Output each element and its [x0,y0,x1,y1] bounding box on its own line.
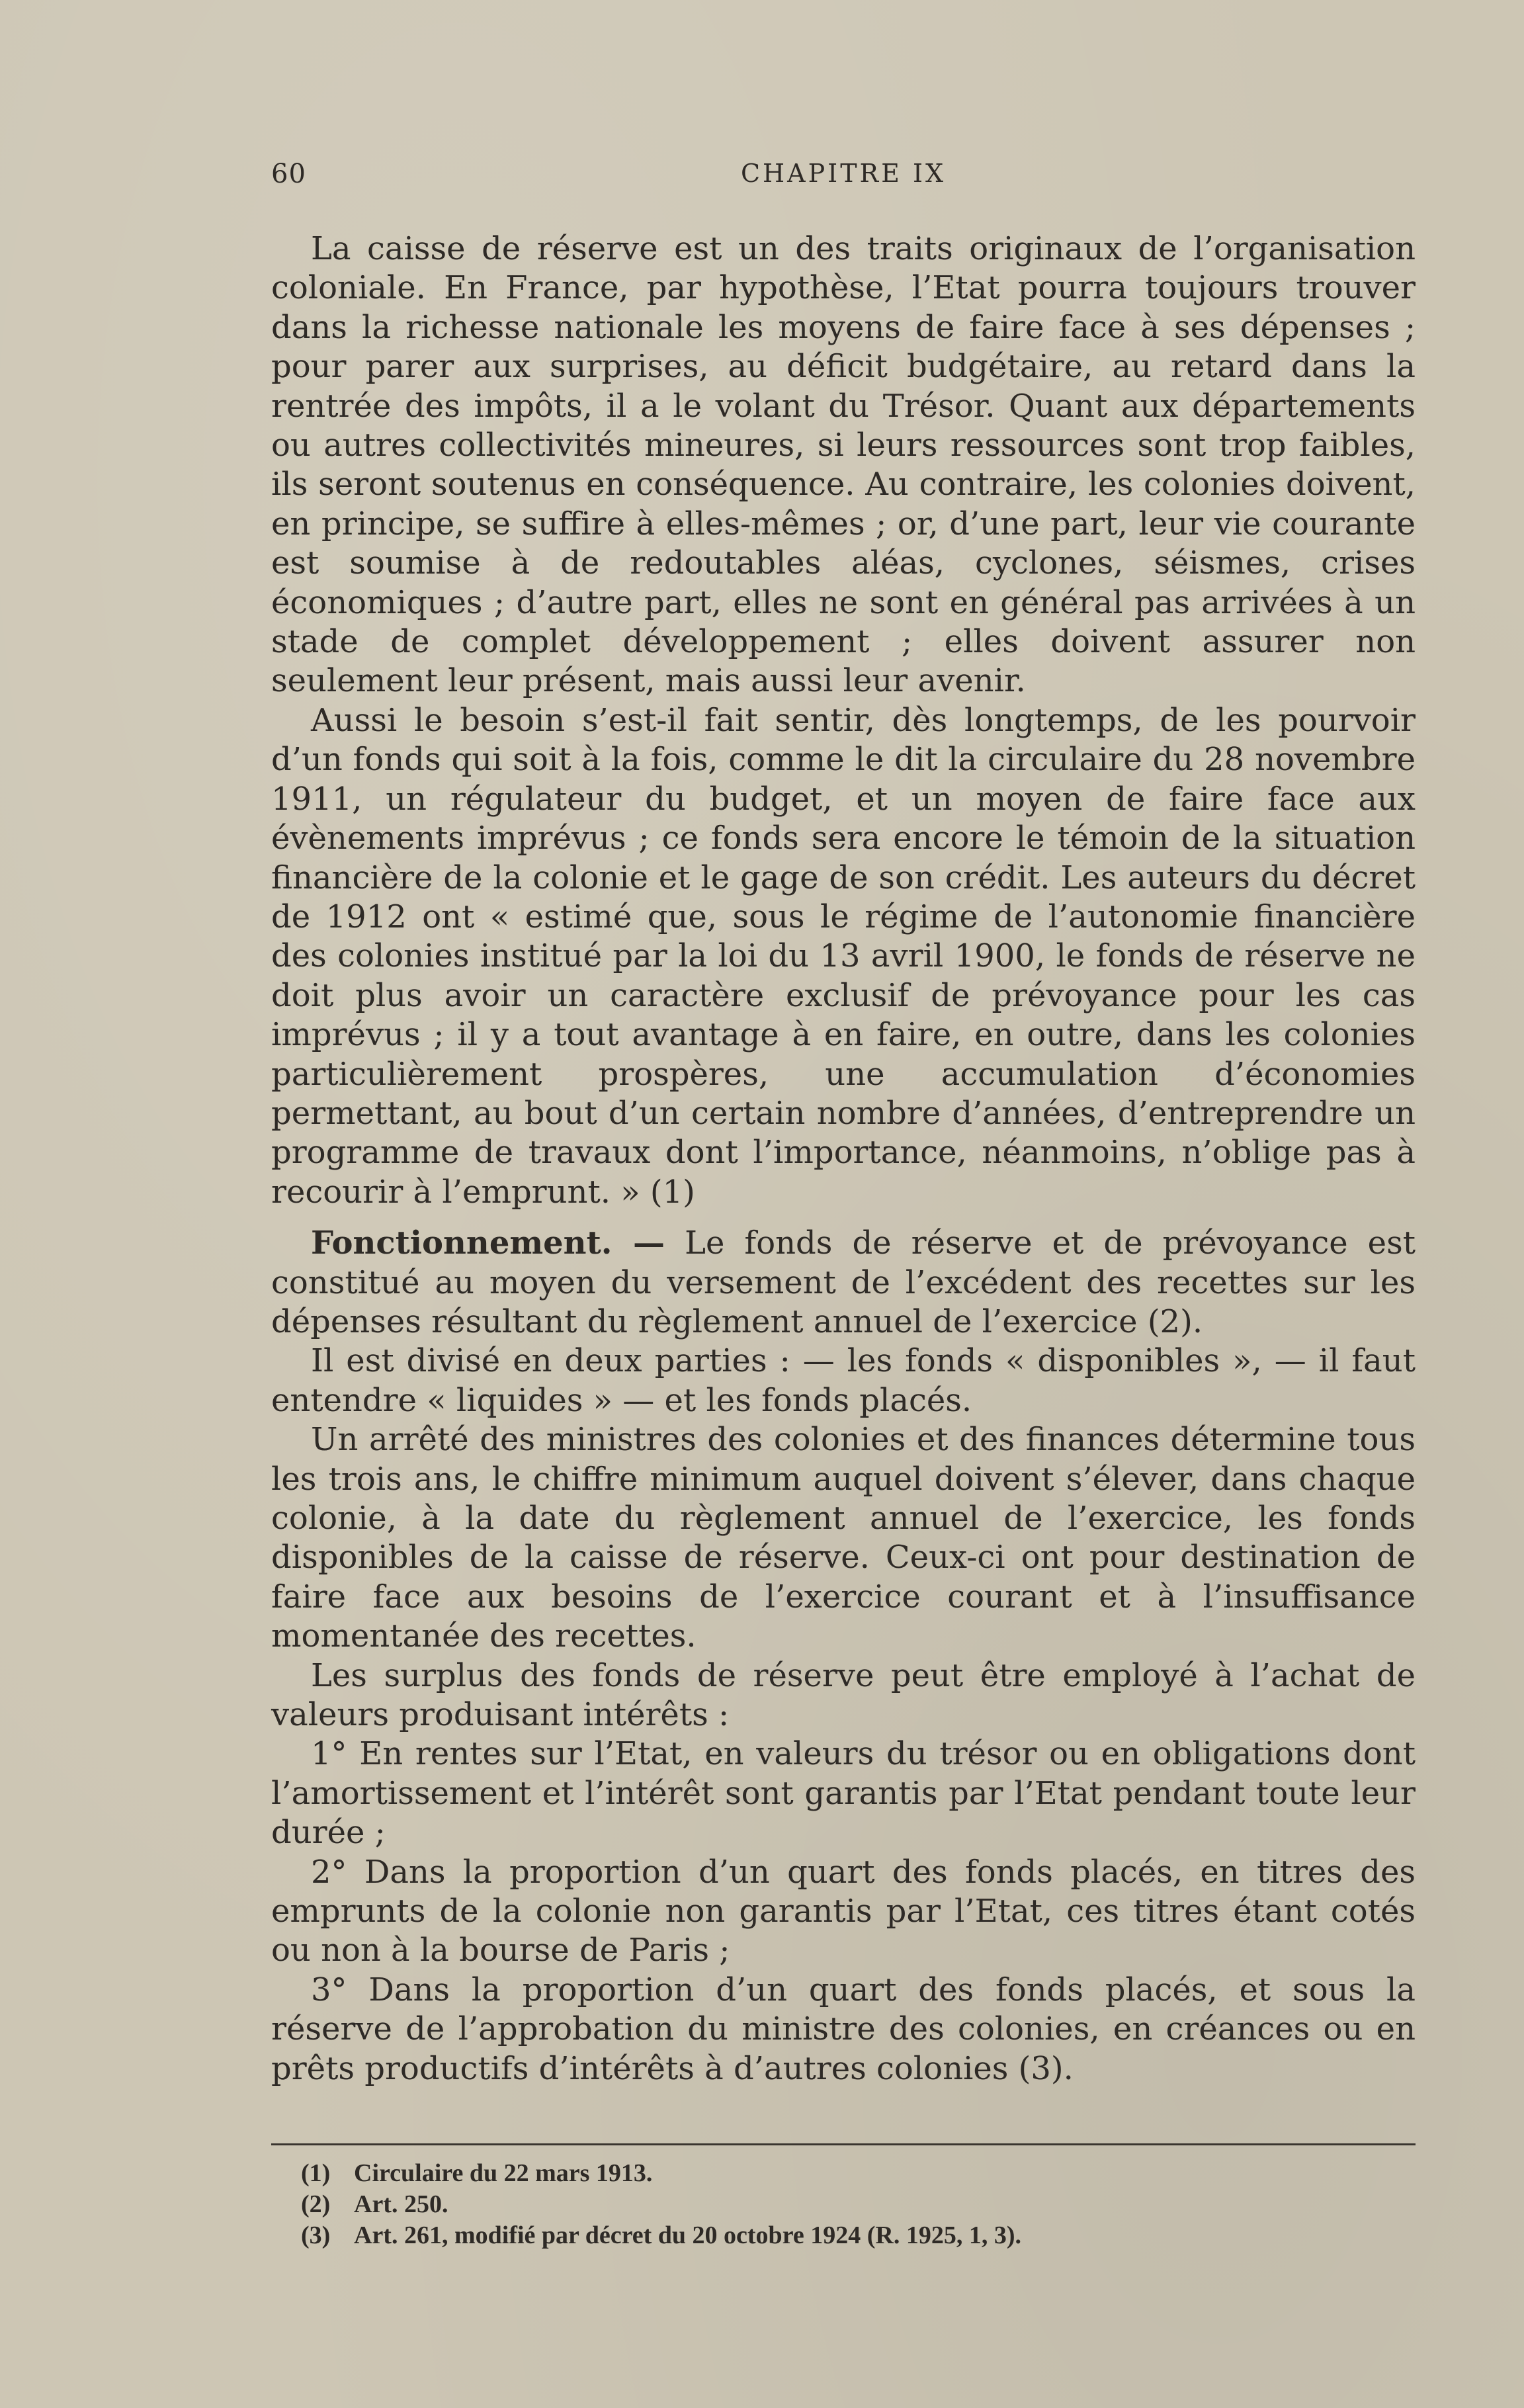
footnote-1 [301,2158,1416,2189]
list-item: 3° Dans la proportion d’un quart des fonds placés, et sous la réserve de l’approbation du ministre des colonies, en créances ou en prêts productifs d’intérêts à d’autres colonies (3). [271,1971,1416,2087]
footnote-text: Art. 261, modifié par décret du 20 octobre 1924 (R. 1925, 1, 3). [354,2221,1021,2249]
paragraph-divise: Il est divisé en deux parties : — les fonds « disponibles », — il faut entendre « liquides » — et les fonds placés. [271,1342,1416,1419]
footnote-number: (3) [301,2221,331,2249]
paragraph-besoin: Aussi le besoin s’est-il fait sentir, dès longtemps, de les pourvoir d’un fonds qui soit à la fois, comme le dit la circulaire du 28 novembre 1911, un régulateur du budget, et un moyen de faire face aux évènements imprévus ; ce fonds sera encore le témoin de la situation financière de la colonie et le gage de son crédit. Les auteurs du décret de 1912 ont « estimé que, sous le régime de l’autonomie financière des colonies institué par la loi du 13 avril 1900, le fonds de réserve ne doit plus avoir un caractère exclusif de prévoyance pour les cas imprévus ; il y a tout avantage à en faire, en outre, dans les colonies particulièrement prospères, une accumulation d’économies permettant, au bout d’un certain nombre d’années, d’entreprendre un programme de travaux dont l’importance, néanmoins, n’oblige pas à recourir à l’emprunt. » (1) [271,701,1416,1211]
section-text: Le fonds de réserve et de prévoyance est constitué au moyen du versement de l’excédent des recettes sur les dépenses résultant du règlement annuel de l’exercice (2). [271,1225,1416,1340]
section-heading: Fonctionnement. — [311,1225,665,1262]
footnotes [301,2158,1416,2251]
page-number: 60 [271,159,306,189]
footnote-divider [271,2143,1416,2145]
paragraph-arrete: Un arrêté des ministres des colonies et des finances détermine tous les trois ans, le chiffre minimum auquel doivent s’élever, dans chaque colonie, à la date du règlement annuel de l’exercice, les fonds disponibles de la caisse de réserve. Ceux-ci ont pour destination de faire face aux besoins de l’exercice courant et à l’insuffisance momentanée des recettes. [271,1421,1416,1655]
paragraph-surplus: Les surplus des fonds de réserve peut être employé à l’achat de valeurs produisant intérêts : [271,1656,1416,1734]
running-head: CHAPITRE IX [740,159,947,188]
paragraph-caisse-de-reserve: La caisse de réserve est un des traits originaux de l’organisation coloniale. En France, par hypothèse, l’Etat pourra toujours trouver dans la richesse nationale les moyens de faire face à ses dépenses ; pour parer aux surprises, au déficit budgétaire, au retard dans la rentrée des impôts, il a le volant du Trésor. Quant aux départements ou autres collectivités mineures, si leurs ressources sont trop faibles, ils seront soutenus en conséquence. Au contraire, les colonies doivent, en principe, se suffire à elles-mêmes ; or, d’une part, leur vie courante est soumise à de redoutables aléas, cyclones, séismes, crises économiques ; d’autre part, elles ne sont en général pas arrivées à un stade de complet développement ; elles doivent assurer non seulement leur présent, mais aussi leur avenir. [271,230,1416,700]
list-item: 1° En rentes sur l’Etat, en valeurs du trésor ou en obligations dont l’amortissement et l’intérêt sont garantis par l’Etat pendant toute leur durée ; [271,1735,1416,1852]
footnote-2 [301,2189,1416,2220]
paragraph-fonctionnement [271,1224,1416,1342]
footnote-number: (1) [301,2159,331,2187]
page-header [271,159,1416,198]
list-item: 2° Dans la proportion d’un quart des fonds placés, en titres des emprunts de la colonie non garantis par l’Etat, ces titres étant cotés ou non à la bourse de Paris ; [271,1853,1416,1969]
footnote-3 [301,2220,1416,2251]
footnote-text: Circulaire du 22 mars 1913. [354,2159,653,2187]
body-text [271,230,1416,2088]
footnote-number: (2) [301,2190,331,2218]
footnote-text: Art. 250. [354,2190,448,2218]
